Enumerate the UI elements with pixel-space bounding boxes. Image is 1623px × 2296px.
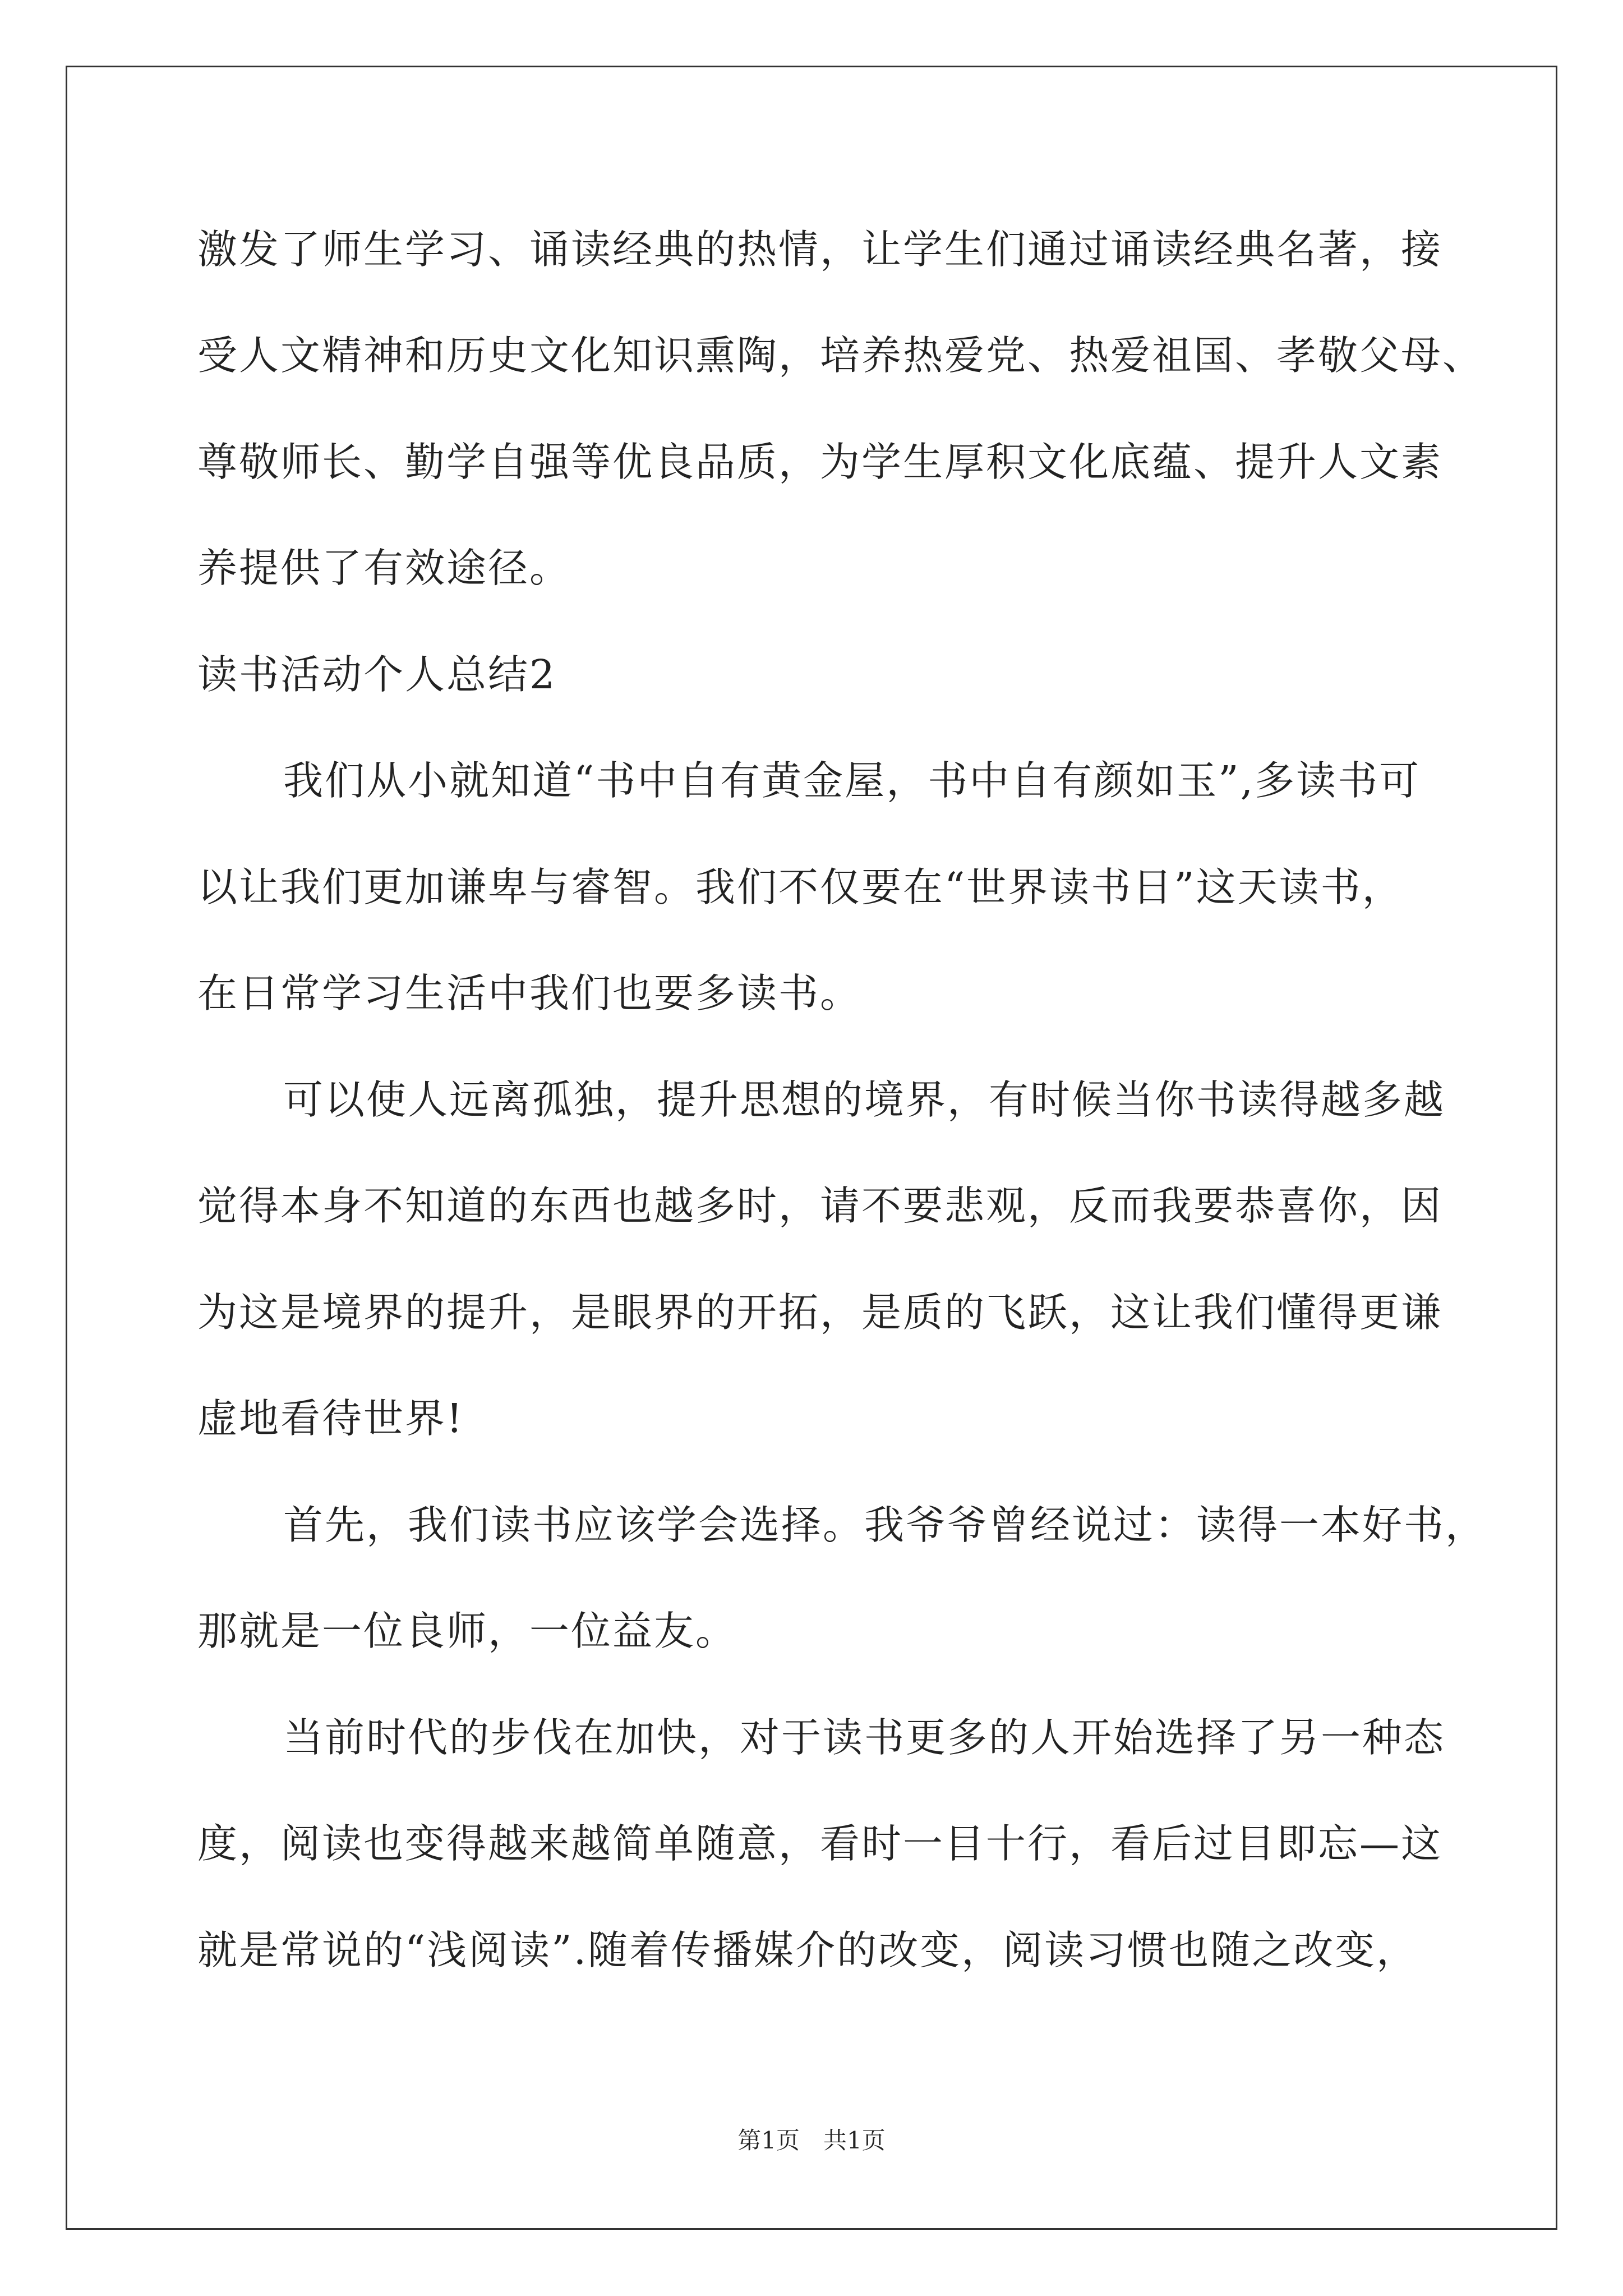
paragraph-line: 尊敬师长、勤学自强等优良品质，为学生厚积文化底蕴、提升人文素 bbox=[197, 439, 1443, 485]
paragraph-line: 就是常说的“浅阅读”.随着传播媒介的改变，阅读习惯也随之改变， bbox=[197, 1927, 1418, 1973]
paragraph-line: 受人文精神和历史文化知识熏陶，培养热爱党、热爱祖国、孝敬父母、 bbox=[197, 332, 1484, 379]
paragraph-line: 在日常学习生活中我们也要多读书。 bbox=[197, 970, 862, 1016]
paragraph-line: 当前时代的步伐在加快，对于读书更多的人开始选择了另一种态 bbox=[283, 1714, 1446, 1761]
page-number-footer: 第1页 共1页 bbox=[737, 2127, 886, 2154]
paragraph-line: 我们从小就知道“书中自有黄金屋，书中自有颜如玉”,多读书可 bbox=[283, 757, 1421, 804]
paragraph-line: 养提供了有效途径。 bbox=[197, 545, 571, 591]
page-border bbox=[66, 66, 1557, 2230]
paragraph-line: 激发了师生学习、诵读经典的热情，让学生们通过诵读经典名著，接 bbox=[197, 226, 1443, 273]
paragraph-line: 觉得本身不知道的东西也越多时，请不要悲观，反而我要恭喜你，因 bbox=[197, 1182, 1443, 1229]
paragraph-line: 可以使人远离孤独，提升思想的境界，有时候当你书读得越多越 bbox=[283, 1076, 1446, 1123]
paragraph-line: 为这是境界的提升，是眼界的开拓，是质的飞跃，这让我们懂得更谦 bbox=[197, 1289, 1443, 1336]
paragraph-line: 以让我们更加谦卑与睿智。我们不仅要在“世界读书日”这天读书， bbox=[197, 864, 1404, 910]
section-heading: 读书活动个人总结2 bbox=[197, 651, 557, 698]
paragraph-line: 度，阅读也变得越来越简单随意，看时一目十行，看后过目即忘—这 bbox=[197, 1820, 1443, 1867]
paragraph-line: 虚地看待世界! bbox=[197, 1395, 464, 1442]
paragraph-line: 那就是一位良师，一位益友。 bbox=[197, 1608, 737, 1654]
paragraph-line: 首先，我们读书应该学会选择。我爷爷曾经说过：读得一本好书， bbox=[283, 1502, 1487, 1548]
